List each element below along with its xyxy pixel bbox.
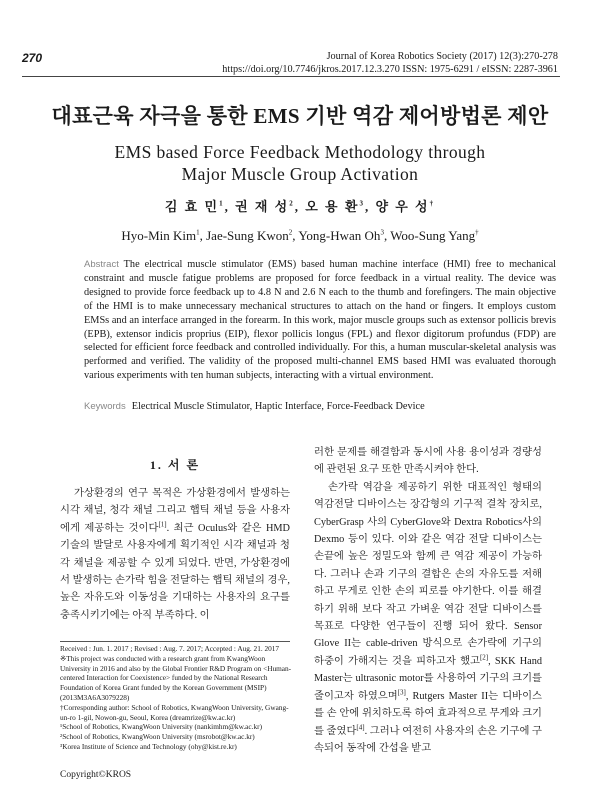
author-name: Hyo-Min Kim	[121, 228, 197, 243]
authors-english: Hyo-Min Kim$^1$, Jae-Sung Kwon$^2$, Yong-Hwan Oh$^3$, Woo-Sung Yang†	[121, 228, 479, 243]
author-sup: 2	[289, 199, 295, 208]
author-sup: 1	[196, 228, 200, 237]
author-name: Woo-Sung Yang	[390, 228, 476, 243]
title-korean: 대표근육 자극을 통한 EMS 기반 역감 제어방법론 제안	[51, 104, 549, 128]
journal-citation: Journal of Korea Robotics Society (2017) 12(3):270-278	[326, 51, 558, 62]
title-english-line2: Major Muscle Group Activation	[181, 164, 419, 184]
footnote-funding: ※This project was conducted with a research grant from KwangWoon University in 2016 and also by the Global Frontier R&D Program on <Human-centered Interaction for Coexistence> funded by the National Research Foundation of Korea Grant funded by the Korean Government (MSIP) (2013M3A6A3079228)	[60, 653, 292, 702]
title-english	[60, 141, 540, 185]
abstract	[84, 258, 556, 383]
abstract-label: Abstract	[84, 259, 119, 270]
citation-ref: [3]	[397, 688, 406, 697]
page-number: 270	[22, 51, 43, 65]
body-text: , SKK Hand Master는 ultrasonic motor를 사용하여 기구의 크기를 줄이고자 하였으며	[314, 655, 542, 702]
author-sup: †	[475, 228, 479, 237]
author-sup: 3	[380, 228, 384, 237]
author-name: 김 효 민	[164, 199, 220, 214]
journal-info	[222, 50, 558, 76]
section-heading: 1. 서 론	[149, 458, 201, 472]
header-rule	[22, 76, 560, 77]
keywords-text: Electrical Muscle Stimulator, Haptic Interface, Force-Feedback Device	[131, 401, 425, 412]
author-sup: 2	[288, 228, 293, 237]
footnote-affiliation: ²School of Robotics, KwangWoon University (msrobot@kw.ac.kr)	[60, 732, 255, 742]
keywords-label: Keywords	[84, 401, 126, 412]
footnote-corresponding: †Corresponding author: School of Robotics, KwangWoon University, Gwang-un-ro 1-gil, Nowon-gu, Seoul, Korea (dreamrize@kw.ac.kr)	[60, 702, 289, 722]
abstract-text: The electrical muscle stimulator (EMS) based human machine interface (HMI) free to mechanical constraint and muscle fatigue problems are proposed for force feedback in a virtual reality. The device was designed to provide force feedback up to 4.8 N and 2.6 N each to the thumb and forefingers. The main objective of the HMI is to make unnecessary mechanical structures to attach on the hand or fingers. It employs custom EMSs and an interface arranged in the forearm. In this work, major muscle groups such as extensor pollicis brevis (EPB), extensor indicis proprius (EIP), flexor pollicis longus (FPL) and flexor digitorum profundus (FDP) are selected for efficient force feedback and controlled individually. For this, a human muscular-skeletal analysis was performed and verified. The validity of the proposed multi-channel EMS based HMI was evaluated thorough various experiments with ten human subjects, interacting with a virtual environment.	[84, 259, 556, 382]
left-column	[60, 485, 290, 624]
keywords	[84, 401, 556, 412]
authors-korean: 김 효 민$^1$, 권 재 성$^2$, 오 용 환$^3$, 양 우 성†	[164, 199, 436, 214]
body-text: . 그러나 여전히 사용자의 손은 기구에 구속되어 동작에 간섭을 받고	[314, 725, 542, 754]
body-paragraph	[314, 479, 542, 758]
author-name: Yong-Hwan Oh	[298, 228, 381, 243]
body-paragraph: 러한 문제를 해결함과 동시에 사용 용이성과 경량성에 관련된 요구 또한 만족시켜야 한다.	[314, 447, 542, 476]
author-name: 권 재 성	[235, 199, 290, 214]
author-sup: †	[429, 199, 436, 208]
body-paragraph	[60, 485, 290, 624]
footnote-rule	[60, 641, 290, 642]
body-text: 손가락 역감을 제공하기 위한 대표적인 형태의 역감전달 디바이스는 장갑형의 기구적 결착 장치로, CyberGrasp 사의 CyberGlove와 Dextra Robotics사의 Dexmo 등이 있다. 이와 같은 역감 전달 디바이스는 손끝에 높은 정밀도와 함께 큰 역감 제공이 가능하다. 그러나 손과 기구의 결합은 손의 자유도를 저해하고 무게로 인한 손의 피로를 야기한다. 이를 해결하기 위해 보다 작고 가벼운 역감 전달 디바이스를 목표로 다양한 연구들이 진행 되어 왔다. Sensor Glove II는 cable-driven 방식으로 손가락에 기구의 하중이 가해지는 것을 피하고자 했고	[314, 481, 542, 667]
citation-ref: [1]	[158, 520, 167, 529]
body-text: . 최근 Oculus와 같은 HMD 기술의 발달로 사용자에게 획기적인 시각 채널과 청각 채널을 제공할 수 있게 되었다. 반면, 가상환경에서 발생하는 손가락 힘을 전달하는 햅틱 채널의 경우, 높은 자유도와 이동성을 기대하는 사용자의 요구를 충족시키기에는 아직 부족하다. 이	[60, 522, 290, 621]
body-text: , Rutgers Master II는 디바이스를 손 안에 위치하도록 하여 효과적으로 무게와 크기를 줄였다	[314, 690, 542, 737]
footnote-affiliation: ³Korea Institute of Science and Technology (ohy@kist.re.kr)	[60, 741, 237, 751]
author-sup: 3	[359, 199, 365, 208]
citation-ref: [2]	[479, 653, 489, 662]
body-text: 가상환경의 연구 목적은 가상환경에서 발생하는 시각 채널, 청각 채널 그리고 햅틱 채널 등을 사용자에게 제공하는 것이다	[60, 488, 290, 534]
footnotes	[60, 644, 292, 752]
footnote-affiliation: ¹School of Robotics, KwangWoon University (nankimhm@kw.ac.kr)	[60, 722, 262, 732]
right-column	[314, 444, 542, 757]
doi-issn: https://doi.org/10.7746/jkros.2017.12.3.270 ISSN: 1975-6291 / eISSN: 2287-3961	[222, 64, 558, 75]
author-name: 오 용 환	[305, 199, 360, 214]
author-name: Jae-Sung Kwon	[206, 228, 289, 243]
title-english-line1: EMS based Force Feedback Methodology through	[114, 142, 486, 162]
footnote-received: Received : Jun. 1. 2017 ; Revised : Aug. 7. 2017; Accepted : Aug. 21. 2017	[60, 644, 280, 653]
author-sup: 1	[219, 199, 225, 208]
author-name: 양 우 성	[375, 199, 430, 214]
copyright: Copyright©KROS	[60, 770, 132, 780]
citation-ref: [4]	[356, 723, 365, 732]
